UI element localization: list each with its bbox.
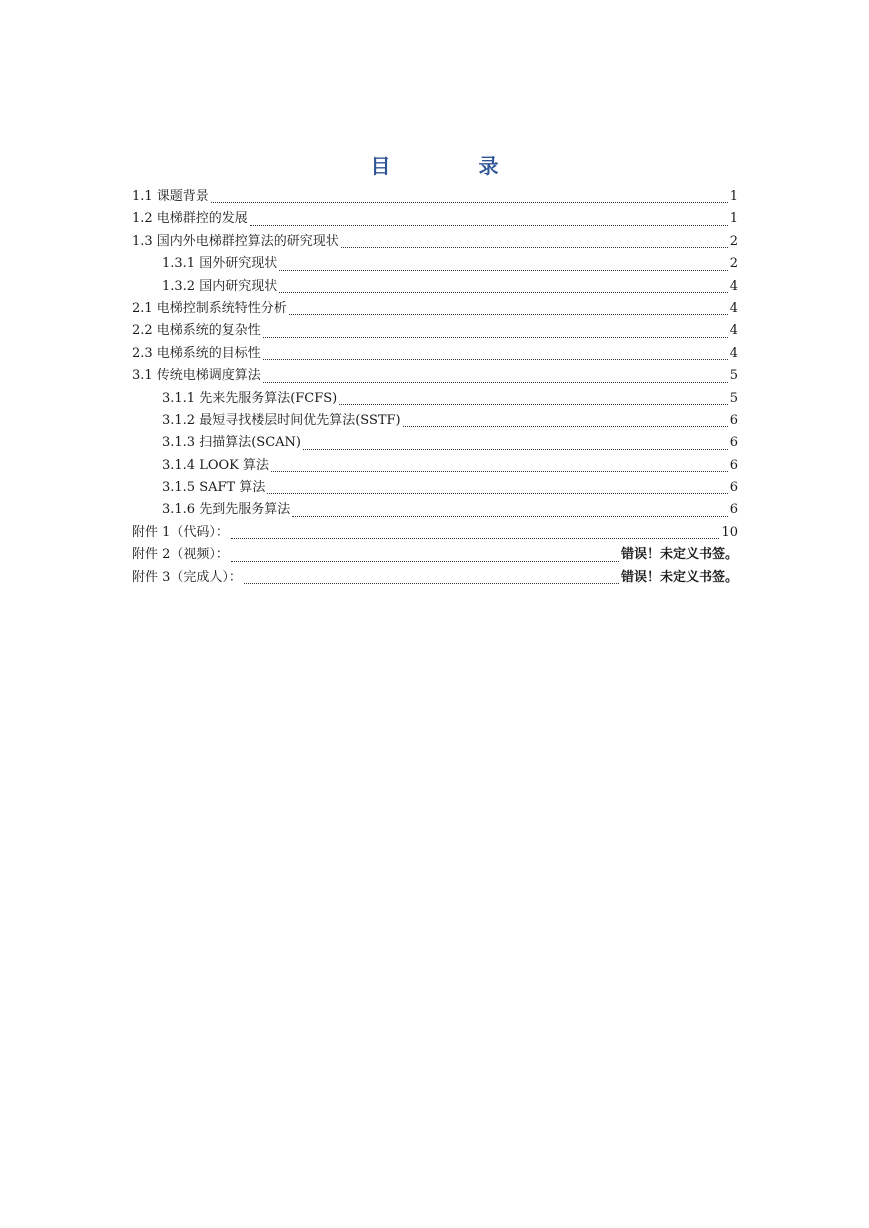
toc-entry-label: 3.1.3 扫描算法(SCAN) [162, 435, 301, 451]
toc-entry-page-number: 4 [729, 278, 738, 294]
toc-entry-label: 2.3 电梯系统的目标性 [132, 345, 261, 361]
toc-entry[interactable] [132, 410, 738, 432]
toc-dot-leader [341, 231, 728, 253]
toc-title [0, 150, 869, 179]
toc-entry-error-text: 错误！未定义书签。 [620, 569, 738, 585]
toc-entry-page-number: 6 [729, 502, 738, 518]
toc-title-char-1: 目 [370, 154, 391, 178]
toc-dot-leader [263, 343, 728, 365]
toc-entry[interactable] [132, 298, 738, 320]
toc-entry-label: 1.2 电梯群控的发展 [132, 211, 248, 227]
toc-dot-leader [211, 186, 728, 208]
toc-entry-page-number: 6 [729, 457, 738, 473]
toc-entry-page-number: 6 [729, 412, 738, 428]
toc-entry[interactable] [132, 522, 738, 544]
toc-dot-leader [244, 567, 619, 589]
toc-dot-leader [279, 276, 728, 298]
toc-entry[interactable] [132, 208, 738, 230]
toc-entry-label: 1.3 国内外电梯群控算法的研究现状 [132, 233, 339, 249]
toc-entry[interactable] [132, 231, 738, 253]
toc-entry-error-text: 错误！未定义书签。 [620, 547, 738, 563]
toc-entry[interactable] [132, 388, 738, 410]
toc-entry-label: 3.1 传统电梯调度算法 [132, 368, 261, 384]
toc-entry[interactable] [132, 477, 738, 499]
toc-entry[interactable] [132, 544, 738, 566]
toc-title-char-2: 录 [478, 154, 499, 178]
toc-entry-label: 1.1 课题背景 [132, 188, 209, 204]
toc-entry[interactable] [132, 343, 738, 365]
toc-entry-page-number: 4 [729, 300, 738, 316]
toc-list [132, 186, 738, 589]
toc-entry-page-number: 6 [729, 435, 738, 451]
toc-entry-label: 3.1.4 LOOK 算法 [162, 457, 270, 473]
toc-entry[interactable] [132, 276, 738, 298]
toc-entry-label: 3.1.5 SAFT 算法 [162, 480, 266, 496]
toc-entry-page-number: 2 [729, 256, 738, 272]
toc-entry-label: 1.3.2 国内研究现状 [162, 278, 278, 294]
toc-entry-page-number: 10 [721, 524, 738, 540]
toc-entry-label: 附件 2（视频）： [132, 547, 229, 563]
toc-dot-leader [403, 410, 728, 432]
toc-dot-leader [339, 388, 727, 410]
toc-entry[interactable] [132, 186, 738, 208]
toc-entry-page-number: 1 [729, 188, 738, 204]
toc-entry-label: 3.1.1 先来先服务算法(FCFS) [162, 390, 338, 406]
toc-dot-leader [263, 365, 728, 387]
toc-dot-leader [279, 253, 728, 275]
toc-entry-label: 附件 3（完成人）： [132, 569, 242, 585]
toc-entry-label: 2.1 电梯控制系统特性分析 [132, 300, 287, 316]
toc-entry[interactable] [132, 567, 738, 589]
toc-entry-page-number: 2 [729, 233, 738, 249]
toc-dot-leader [267, 477, 727, 499]
toc-entry[interactable] [132, 432, 738, 454]
toc-entry[interactable] [132, 320, 738, 342]
toc-dot-leader [292, 499, 728, 521]
toc-entry[interactable] [132, 253, 738, 275]
toc-dot-leader [289, 298, 728, 320]
toc-entry-page-number: 6 [729, 480, 738, 496]
toc-dot-leader [303, 432, 728, 454]
toc-entry-page-number: 1 [729, 211, 738, 227]
toc-entry-page-number: 5 [729, 368, 738, 384]
toc-entry[interactable] [132, 455, 738, 477]
toc-dot-leader [271, 455, 728, 477]
toc-dot-leader [231, 522, 720, 544]
toc-entry[interactable] [132, 499, 738, 521]
toc-entry-label: 2.2 电梯系统的复杂性 [132, 323, 261, 339]
toc-entry-label: 附件 1（代码）： [132, 524, 229, 540]
toc-entry-page-number: 4 [729, 323, 738, 339]
toc-entry-label: 1.3.1 国外研究现状 [162, 256, 278, 272]
toc-entry-page-number: 4 [729, 345, 738, 361]
toc-dot-leader [231, 544, 619, 566]
toc-entry[interactable] [132, 365, 738, 387]
toc-entry-label: 3.1.2 最短寻找楼层时间优先算法(SSTF) [162, 412, 401, 428]
toc-dot-leader [263, 320, 728, 342]
toc-entry-label: 3.1.6 先到先服务算法 [162, 502, 291, 518]
toc-dot-leader [250, 208, 728, 230]
toc-entry-page-number: 5 [729, 390, 738, 406]
